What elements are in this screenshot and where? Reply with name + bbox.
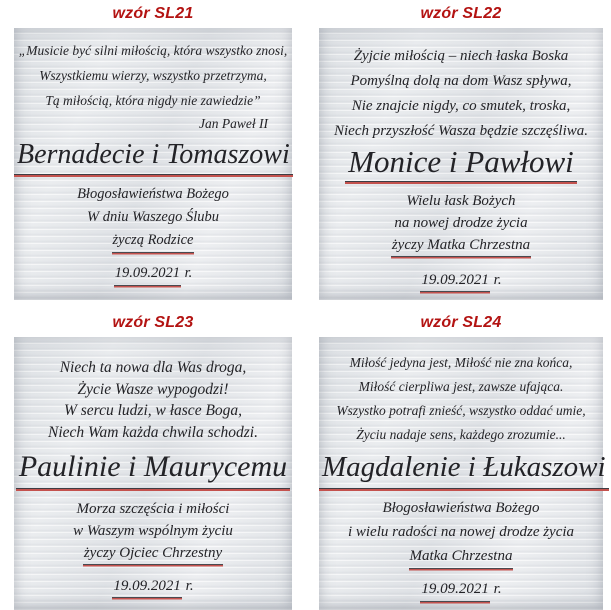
plaque-sl24 xyxy=(319,337,606,610)
quote-line: Życiu nadaje sens, każdego zrozumie... xyxy=(356,427,566,442)
dedication-line: Morza szczęścia i miłości xyxy=(76,501,230,517)
plaque-card-sl21 xyxy=(14,3,292,300)
quote-line: W sercu ludzi, w łasce Boga, xyxy=(63,402,243,419)
plaque-title-sl21: wzór SL21 xyxy=(112,5,194,22)
date-line: 19.09.2021 r. xyxy=(14,262,292,286)
dedication-line: w Waszym wspólnym życiu xyxy=(73,523,233,539)
dedication-block xyxy=(319,190,603,257)
date-line: 19.09.2021 r. xyxy=(319,577,603,602)
plaque-title-sl23: wzór SL23 xyxy=(112,314,194,331)
quote-line: Niech przyszłość Wasza będzie szczęśliwa. xyxy=(333,123,589,139)
quote-line: Pomyślną dolą na dom Wasz spływa, xyxy=(350,73,572,89)
recipients-name: Magdalenie i Łukaszowi xyxy=(319,447,603,492)
quote-line: Niech ta nowa dla Was droga, xyxy=(59,359,247,376)
quote-line: Wszystko potrafi znieść, wszystko oddać umie, xyxy=(336,403,586,418)
quote-line: Miłość cierpliwa jest, zawsze ufająca. xyxy=(358,379,564,394)
dedication-block xyxy=(14,183,292,253)
signature-line: Matka Chrzestna xyxy=(319,544,603,569)
quote-line: Tą miłością, która nigdy nie zawiedzie” xyxy=(45,93,261,108)
plaque-title-sl22: wzór SL22 xyxy=(420,5,502,22)
dedication-line: Wielu łask Bożych xyxy=(406,193,516,209)
dedication-line: i wielu radości na nowej drodze życia xyxy=(347,524,575,540)
signature-line: życzy Ojciec Chrzestny xyxy=(14,542,292,565)
plaque-title-sl24: wzór SL24 xyxy=(420,314,502,331)
quote-line: Wszystkiemu wierzy, wszystko przetrzyma, xyxy=(39,68,267,83)
date-line: 19.09.2021 r. xyxy=(319,269,603,292)
plaque-card-sl22 xyxy=(319,3,603,300)
quote-line: Żyjcie miłością – niech łaska Boska xyxy=(353,48,569,64)
plaque-card-sl23 xyxy=(14,312,292,610)
quote-attribution: Jan Paweł II xyxy=(199,116,268,131)
dedication-line: W dniu Waszego Ślubu xyxy=(87,209,219,225)
dedication-line: Błogosławieństwa Bożego xyxy=(77,186,229,202)
plaque-sl23 xyxy=(14,337,292,610)
quote-line: Miłość jedyna jest, Miłość nie zna końca, xyxy=(349,355,573,370)
dedication-block xyxy=(14,498,292,565)
recipients-name: Bernadecie i Tomaszowi xyxy=(14,137,292,177)
quote-line: „Musicie być silni miłością, która wszystko znosi, xyxy=(18,43,288,58)
plaque-sl22 xyxy=(319,28,603,300)
recipients-name: Monice i Pawłowi xyxy=(319,144,603,186)
quote-line: Życie Wasze wypogodzi! xyxy=(77,380,229,398)
signature-line: życzy Matka Chrzestna xyxy=(319,234,603,257)
dedication-block xyxy=(319,496,603,569)
quote-line: Nie znajcie nigdy, co smutek, troska, xyxy=(351,98,571,114)
recipients-name: Paulinie i Maurycemu xyxy=(14,447,292,492)
signature-line: życzą Rodzice xyxy=(14,229,292,253)
dedication-line: na nowej drodze życia xyxy=(394,215,528,231)
plaque-sl21 xyxy=(14,28,292,300)
quote-line: Niech Wam każda chwila schodzi. xyxy=(48,423,258,441)
plaque-card-sl24 xyxy=(319,312,606,610)
dedication-line: Błogosławieństwa Bożego xyxy=(382,500,540,516)
date-line: 19.09.2021 r. xyxy=(14,575,292,598)
